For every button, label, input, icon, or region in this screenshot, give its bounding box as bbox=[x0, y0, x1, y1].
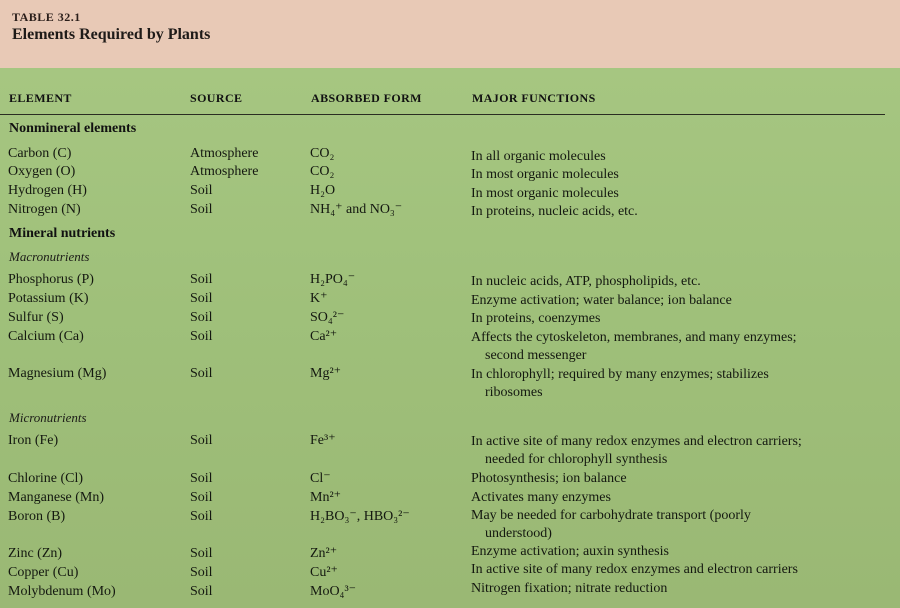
function-cell bbox=[471, 166, 891, 184]
function-cell bbox=[471, 203, 891, 221]
column-header-major-functions: MAJOR FUNCTIONS bbox=[472, 91, 596, 105]
source-cell: Soil bbox=[190, 183, 213, 198]
source-cell: Soil bbox=[190, 546, 213, 561]
function-continuation: second messenger bbox=[485, 348, 587, 363]
function-text: Activates many enzymes bbox=[471, 490, 611, 505]
column-header-element: ELEMENT bbox=[9, 91, 72, 105]
absorbed-form-cell: Cl⁻ bbox=[310, 471, 331, 486]
absorbed-form-cell: Zn²⁺ bbox=[310, 546, 338, 561]
function-text: Enzyme activation; auxin synthesis bbox=[471, 544, 669, 559]
absorbed-form-cell: MoO₄³⁻ bbox=[310, 584, 357, 599]
function-cell bbox=[471, 561, 891, 579]
element-cell: Manganese (Mn) bbox=[8, 490, 105, 505]
element-cell: Chlorine (Cl) bbox=[8, 471, 84, 486]
element-cell: Potassium (K) bbox=[8, 291, 89, 306]
function-text: Enzyme activation; water balance; ion balance bbox=[471, 293, 732, 308]
table-header-band bbox=[0, 0, 900, 68]
table-number: TABLE 32.1 bbox=[12, 10, 81, 24]
function-continuation: ribosomes bbox=[485, 385, 543, 400]
element-cell: Copper (Cu) bbox=[8, 565, 79, 580]
section-heading-nonmineral: Nonmineral elements bbox=[9, 121, 137, 136]
element-cell: Iron (Fe) bbox=[8, 433, 59, 448]
function-text: In active site of many redox enzymes and electron carriers; bbox=[471, 434, 802, 449]
absorbed-form-cell: Ca²⁺ bbox=[310, 329, 338, 344]
source-cell: Soil bbox=[190, 202, 213, 217]
function-cell bbox=[471, 580, 891, 598]
function-cell bbox=[471, 310, 891, 328]
function-text: In most organic molecules bbox=[471, 167, 619, 182]
function-text: In active site of many redox enzymes and electron carriers bbox=[471, 562, 798, 577]
function-text: In nucleic acids, ATP, phospholipids, etc. bbox=[471, 274, 701, 289]
absorbed-form-cell: Cu²⁺ bbox=[310, 565, 338, 580]
function-text: May be needed for carbohydrate transport (poorly bbox=[471, 508, 751, 523]
absorbed-form-cell: Mn²⁺ bbox=[310, 490, 342, 505]
column-header-absorbed-form: ABSORBED FORM bbox=[311, 91, 422, 105]
function-text: Nitrogen fixation; nitrate reduction bbox=[471, 581, 668, 596]
absorbed-form-cell: H₂O bbox=[310, 183, 336, 198]
element-cell: Oxygen (O) bbox=[8, 164, 76, 179]
element-cell: Molybdenum (Mo) bbox=[8, 584, 116, 599]
function-text: Photosynthesis; ion balance bbox=[471, 471, 627, 486]
source-cell: Atmosphere bbox=[190, 164, 259, 179]
table-title: Elements Required by Plants bbox=[12, 26, 211, 43]
source-cell: Soil bbox=[190, 366, 213, 381]
element-cell: Hydrogen (H) bbox=[8, 183, 87, 198]
function-text: In proteins, nucleic acids, etc. bbox=[471, 204, 638, 219]
element-cell: Carbon (C) bbox=[8, 146, 72, 161]
source-cell: Soil bbox=[190, 291, 213, 306]
element-cell: Magnesium (Mg) bbox=[8, 366, 107, 381]
element-cell: Calcium (Ca) bbox=[8, 329, 84, 344]
function-cell bbox=[471, 489, 891, 507]
function-cell bbox=[471, 366, 891, 402]
function-text: In most organic molecules bbox=[471, 186, 619, 201]
source-cell: Soil bbox=[190, 490, 213, 505]
function-text: Affects the cytoskeleton, membranes, and many enzymes; bbox=[471, 330, 797, 345]
function-cell bbox=[471, 433, 891, 469]
function-continuation: needed for chlorophyll synthesis bbox=[485, 452, 668, 467]
source-cell: Soil bbox=[190, 310, 213, 325]
source-cell: Soil bbox=[190, 471, 213, 486]
section-heading-mineral: Mineral nutrients bbox=[9, 226, 116, 241]
source-cell: Soil bbox=[190, 565, 213, 580]
source-cell: Soil bbox=[190, 329, 213, 344]
absorbed-form-cell: H₂BO₃⁻, HBO₃²⁻ bbox=[310, 509, 410, 524]
absorbed-form-cell: NH₄⁺ and NO₃⁻ bbox=[310, 202, 403, 217]
absorbed-form-cell: SO₄²⁻ bbox=[310, 310, 345, 325]
function-cell bbox=[471, 185, 891, 203]
source-cell: Soil bbox=[190, 272, 213, 287]
element-cell: Phosphorus (P) bbox=[8, 272, 94, 287]
subsection-heading-macronutrients: Macronutrients bbox=[9, 249, 90, 264]
absorbed-form-cell: Fe³⁺ bbox=[310, 433, 336, 448]
column-header-source: SOURCE bbox=[190, 91, 243, 105]
function-cell bbox=[471, 292, 891, 310]
absorbed-form-cell: CO₂ bbox=[310, 146, 335, 161]
element-cell: Zinc (Zn) bbox=[8, 546, 63, 561]
absorbed-form-cell: K⁺ bbox=[310, 291, 328, 306]
element-cell: Boron (B) bbox=[8, 509, 66, 524]
source-cell: Soil bbox=[190, 584, 213, 599]
absorbed-form-cell: Mg²⁺ bbox=[310, 366, 342, 381]
header-divider bbox=[0, 114, 885, 115]
source-cell: Soil bbox=[190, 433, 213, 448]
function-text: In all organic molecules bbox=[471, 149, 606, 164]
element-cell: Nitrogen (N) bbox=[8, 202, 81, 217]
element-cell: Sulfur (S) bbox=[8, 310, 64, 325]
function-continuation: understood) bbox=[485, 526, 552, 541]
function-cell bbox=[471, 507, 891, 543]
subsection-heading-micronutrients: Micronutrients bbox=[9, 410, 87, 425]
absorbed-form-cell: CO₂ bbox=[310, 164, 335, 179]
function-cell bbox=[471, 273, 891, 291]
source-cell: Atmosphere bbox=[190, 146, 259, 161]
function-cell bbox=[471, 543, 891, 561]
function-text: In proteins, coenzymes bbox=[471, 311, 601, 326]
function-cell bbox=[471, 329, 891, 365]
function-cell bbox=[471, 148, 891, 166]
function-text: In chlorophyll; required by many enzymes; stabilizes bbox=[471, 367, 769, 382]
absorbed-form-cell: H₂PO₄⁻ bbox=[310, 272, 356, 287]
source-cell: Soil bbox=[190, 509, 213, 524]
function-cell bbox=[471, 470, 891, 488]
